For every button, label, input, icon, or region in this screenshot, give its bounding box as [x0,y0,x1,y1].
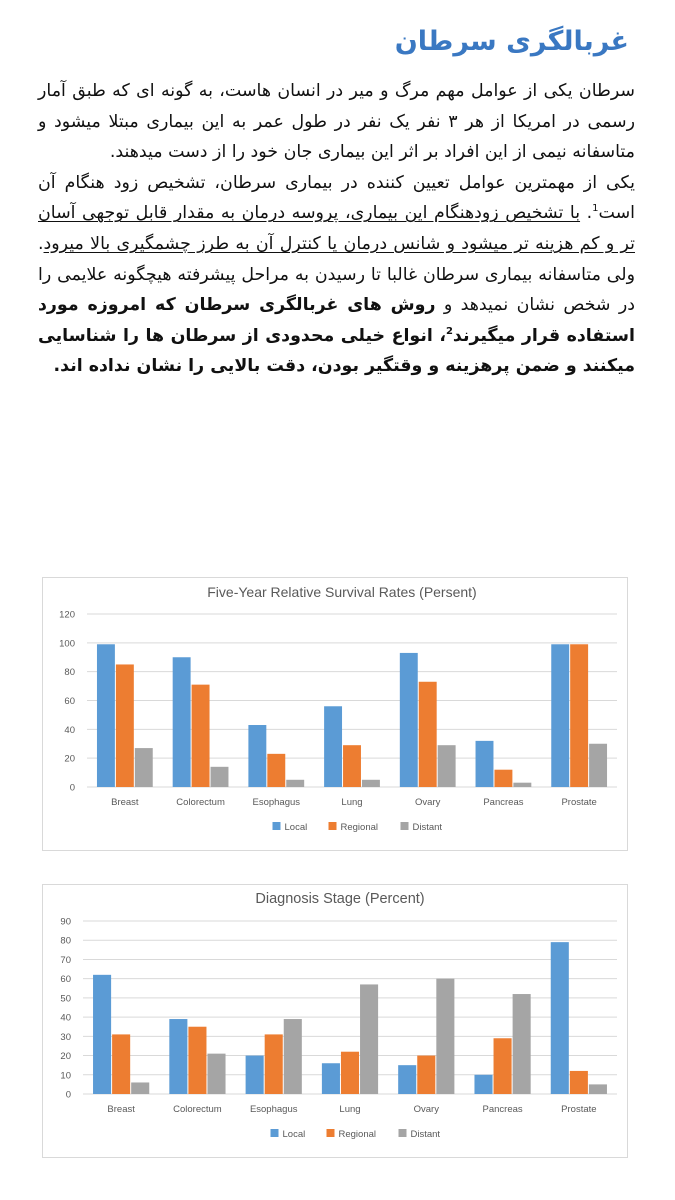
legend-label-local: Local [282,1129,306,1140]
chart-title: Five-Year Relative Survival Rates (Persent) [207,584,477,600]
article-body [38,76,635,382]
bar-regional-lung [341,1052,359,1094]
y-tick-label: 0 [69,782,75,794]
diagnosis-stage-chart-svg [43,885,627,1157]
paragraph-1: سرطان یکی از عوامل مهم مرگ و میر در انسان هاست، به گونه ای که طبق آمار رسمی در امریکا از هر ۳ نفر یک نفر در طول عمر به این بیماری مبتلا میشود و متاسفانه نیمی از این افراد بر اثر این بیماری جان خود را از دست میدهند. [38,81,635,163]
y-tick-label: 70 [60,954,71,966]
x-category-label: Prostate [561,1104,597,1115]
footnote-ref-2: 2 [445,325,453,337]
x-category-label: Pancreas [482,1104,523,1115]
bar-local-prostate [551,644,569,787]
bar-distant-ovary [436,979,454,1094]
bar-distant-esophagus [286,780,304,787]
footnote-ref-1: 1 [592,203,599,215]
x-category-label: Pancreas [483,797,524,808]
y-tick-label: 80 [64,667,75,679]
bar-regional-lung [343,745,361,787]
bar-local-esophagus [248,725,266,787]
bar-regional-breast [116,664,134,787]
bar-local-lung [324,706,342,787]
paragraph-2 [38,168,635,382]
bar-local-pancreas [476,741,494,787]
legend-swatch-regional [329,822,337,830]
bar-distant-breast [131,1082,149,1094]
y-tick-label: 40 [60,1012,71,1024]
bar-local-ovary [400,653,418,787]
legend-swatch-distant [399,1129,407,1137]
bar-local-esophagus [246,1056,264,1094]
bar-regional-colorectum [192,685,210,787]
legend-label-distant: Distant [410,1129,441,1140]
chart-legend [271,1129,441,1140]
underlined-sentence: با تشخیص زودهنگام این بیماری، پروسه درمان به مقدار قابل توجهی آسان تر و کم هزینه تر میشود و شانس درمان یا کنترل آن به طرز چشمگیری بالا میرود [38,203,635,254]
chart-legend [273,822,443,833]
legend-swatch-distant [401,822,409,830]
bar-regional-breast [112,1034,130,1094]
bar-regional-prostate [570,644,588,787]
paragraph-2-dot: . [580,203,593,224]
legend-swatch-regional [327,1129,335,1137]
legend-label-regional: Regional [338,1129,376,1140]
bar-distant-esophagus [284,1019,302,1094]
bar-local-ovary [398,1065,416,1094]
bar-distant-breast [135,748,153,787]
bar-local-breast [97,644,115,787]
bar-regional-esophagus [265,1034,283,1094]
y-tick-label: 100 [59,638,75,650]
y-tick-label: 50 [60,993,71,1005]
bold-phrase-2: ، انواع خیلی محدودی از سرطان ها را شناسایی میکنند و ضمن پرهزینه و وقتگیر بودن، دقت بالایی را نشان نداده اند. [38,325,635,377]
x-category-label: Prostate [561,797,597,808]
paragraph-2-intro: یکی از مهمترین عوامل تعیین کننده در بیماری سرطان، تشخیص زود هنگام آن است [38,172,635,224]
page-title: غربالگری سرطان [394,26,629,57]
x-category-label: Ovary [413,1104,439,1115]
x-category-label: Colorectum [176,797,225,808]
y-tick-label: 30 [60,1031,71,1043]
bar-distant-lung [362,780,380,787]
bar-local-prostate [551,942,569,1094]
y-tick-label: 120 [59,609,75,621]
y-tick-label: 40 [64,724,75,736]
bar-regional-colorectum [188,1027,206,1094]
bar-regional-pancreas [494,1038,512,1094]
bar-regional-ovary [419,682,437,787]
x-category-label: Breast [111,797,139,808]
bar-distant-prostate [589,744,607,787]
x-category-label: Ovary [415,797,441,808]
bar-regional-prostate [570,1071,588,1094]
x-category-label: Lung [339,1104,361,1115]
diagnosis-stage-chart [42,884,628,1158]
survival-rates-chart [42,577,628,851]
legend-label-local: Local [284,822,308,833]
bar-local-lung [322,1063,340,1094]
x-category-label: Esophagus [249,1104,298,1115]
bar-distant-lung [360,984,378,1094]
bar-distant-colorectum [211,767,229,787]
bar-distant-ovary [438,745,456,787]
bar-local-pancreas [474,1075,492,1094]
bar-local-breast [93,975,111,1094]
y-tick-label: 20 [64,753,75,765]
y-tick-label: 90 [60,916,71,928]
x-category-label: Breast [107,1104,135,1115]
bar-distant-pancreas [513,783,531,787]
survival-rates-chart-svg [43,578,627,850]
y-tick-label: 60 [60,974,71,986]
y-tick-label: 60 [64,696,75,707]
bar-local-colorectum [173,657,191,787]
bar-distant-pancreas [513,994,531,1094]
bar-local-colorectum [169,1019,187,1094]
y-tick-label: 80 [60,935,71,947]
x-category-label: Lung [341,797,363,808]
y-tick-label: 20 [60,1051,71,1063]
x-category-label: Colorectum [173,1104,222,1115]
legend-label-regional: Regional [340,822,378,833]
bar-distant-prostate [589,1084,607,1094]
y-tick-label: 10 [60,1070,71,1082]
paragraph-2-middle: . ولی متاسفانه بیماری سرطان غالبا تا رسیدن به مراحل پیشرفته هیچگونه علایمی را در شخص نشان نمیدهد و [38,233,635,316]
bar-distant-colorectum [207,1054,225,1094]
bar-regional-ovary [417,1056,435,1094]
chart-title: Diagnosis Stage (Percent) [255,891,425,907]
bold-phrase-1: روش های غربالگری سرطان که امروزه مورد استفاده قرار میگیرند [38,295,635,346]
y-tick-label: 0 [65,1089,71,1101]
legend-swatch-local [271,1129,279,1137]
x-category-label: Esophagus [252,797,301,808]
bar-regional-esophagus [267,754,285,787]
legend-swatch-local [273,822,281,830]
legend-label-distant: Distant [412,822,443,833]
bar-regional-pancreas [494,770,512,787]
